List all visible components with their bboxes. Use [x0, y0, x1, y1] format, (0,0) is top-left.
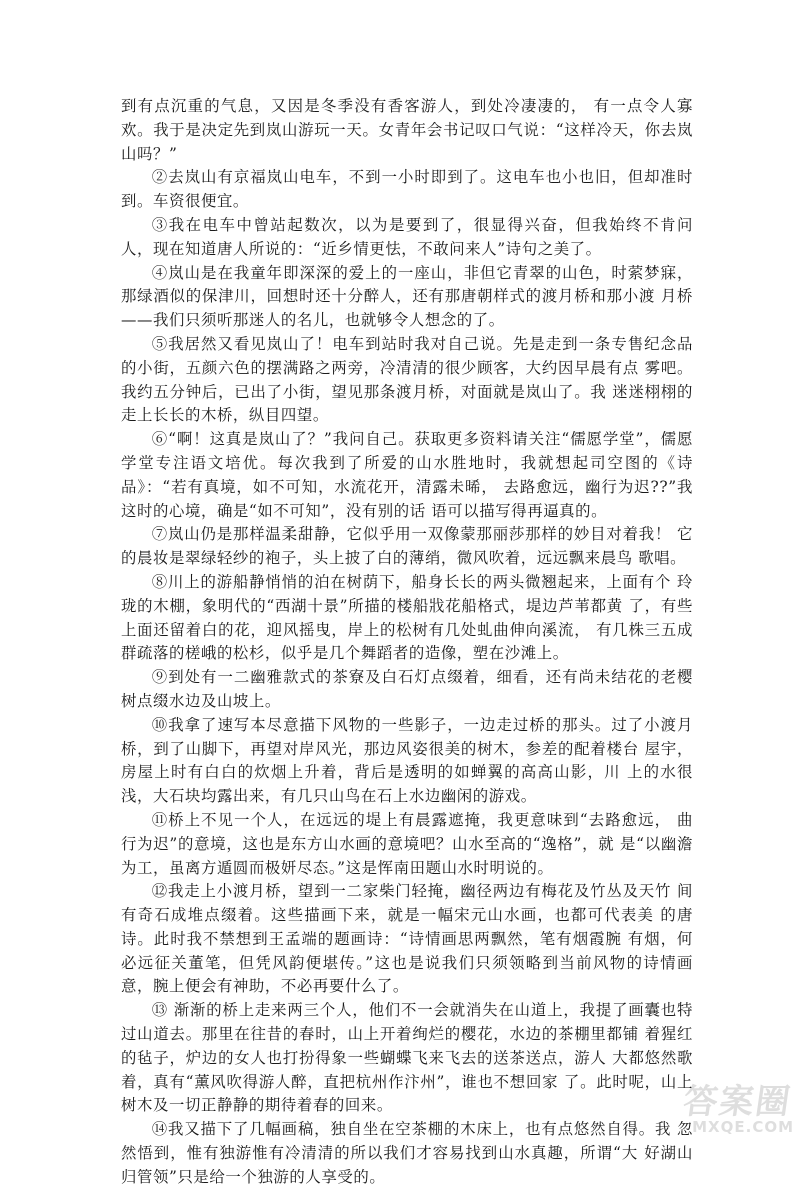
- paragraph-5: ⑤我居然又看见岚山了！电车到站时我对自己说。先是走到一条专售纪念品的小街，五颜六色的摆满路之两旁，冷清清的很少顾客，大约因早晨有点 雾吧。我约五分钟后，已出了小街，望见那条渡月桥，对面就是岚山了。我 迷迷栩栩的走上长长的木桥，纵目四望。: [121, 334, 693, 425]
- paragraph-12: ⑫我走上小渡月桥，望到一二家柴门轻掩，幽径两边有梅花及竹丛及天竹 间有奇石成堆点缀着。这些描画下来，就是一幅宋元山水画，也都可代表美 的唐诗。此时我不禁想到王孟端的题画诗：“诗情画思两飘然，笔有烟霞腕 有烟，何必远征关董笔，但凭风韵便堪传。”这也是说我们只须领略到当前风物的诗情画意，腕上便会有神助，不必再要什么了。: [121, 882, 693, 996]
- paragraph-9: ⑨到处有一二幽雅款式的茶寮及白石灯点缀着，细看，还有尚未结花的老樱树点缀水边及山坡上。: [121, 668, 693, 710]
- paragraph-1: 到有点沉重的气息，又因是冬季没有香客游人，到处冷凄凄的， 有一点令人寡欢。我于是决定先到岚山游玩一天。女青年会书记叹口气说：“这样冷天，你去岚山吗？”: [121, 97, 693, 163]
- article-body: [121, 95, 693, 1190]
- paragraph-14: ⑭我又描下了几幅画稿，独自坐在空茶棚的木床上，也有点悠然自得。我 忽然悟到，惟有独游惟有冷清清的所以我们才容易找到山水真趣，所谓“大 好湖山归管领”只是给一个独游的人享受的。: [121, 1120, 693, 1186]
- paragraph-7: ⑦岚山仍是那样温柔甜静，它似乎用一双像蒙那丽莎那样的妙目对着我！ 它的晨妆是翠绿轻纱的袍子，头上披了白的薄绡，微风吹着，远远飘来晨鸟 歌唱。: [121, 525, 693, 568]
- paragraph-13: ⑬ 渐渐的桥上走来两三个人，他们不一会就消失在山道上，我提了画囊也特过山道去。那里在往昔的春时，山上开着绚烂的樱花，水边的茶棚里都铺 着猩红的毡子，炉边的女人也打扮得象一些蝴蝶飞来飞去的送茶送点，游人 大都悠然歌着，真有“薰风吹得游人醉，直把杭州作汴州”，谁也不想回家 了。此时呢，山上树木及一切正静静的期待着春的回来。: [121, 1001, 693, 1115]
- watermark-url: MXQE.COM: [692, 1118, 794, 1136]
- paragraph-6: ⑥“啊！这真是岚山了？”我问自己。获取更多资料请关注“儒愿学堂”，儒愿学堂专注语文培优。每次我到了所爱的山水胜地时，我就想起司空图的《诗品》：“若有真境，如不可知，水流花开，清露未晞， 去路愈远，幽行为迟??”我这时的心境，确是“如不可知”，没有别的话 语可以描写得再逼真的。: [121, 430, 693, 520]
- watermark-logo: 答案圈: [680, 1082, 795, 1122]
- paragraph-11: ⑪桥上不见一个人，在远远的堤上有晨露遮掩，我更意味到“去路愈远， 曲行为迟”的意境，这也是东方山水画的意境吧？山水至高的“逸格”，就 是“以幽澹为工，虽离方遁圆而极妍尽态。”这是恽南田题山水时明说的。: [121, 810, 693, 877]
- paragraph-2: ②去岚山有京福岚山电车，不到一小时即到了。这电车也小也旧，但却准时到。车资很便宜。: [121, 168, 693, 211]
- paragraph-4: ④岚山是在我童年即深深的爱上的一座山，非但它青翠的山色，时萦梦寐，那绿酒似的保津川，回想时还十分醉人，还有那唐朝样式的渡月桥和那小渡 月桥——我们只须听那迷人的名儿，也就够令人想念的了。: [121, 263, 693, 330]
- paragraph-10: ⑩我拿了速写本尽意描下风物的一些影子，一边走过桥的那头。过了小渡月桥，到了山脚下，再望对岸风光，那边风姿很美的树木，参差的配着楼台 屋宇，房屋上时有白白的炊烟上升着，背后是透明的如蝉翼的高高山影，川 上的水很浅，大石块均露出来，有几只山鸟在石上水边幽闲的游戏。: [121, 715, 693, 806]
- paragraph-8: ⑧川上的游船静悄悄的泊在树荫下，船身长长的两头微翘起来，上面有个 玲珑的木棚，象明代的“西湖十景”所描的楼船戕花船格式，堤边芦苇都黄 了，有些上面还留着白的花，迎风摇曳，岸上的松树有几处虬曲伸向溪流， 有几株三五成群疏落的槎峨的松杉，似乎是几个舞蹈者的造像，塑在沙滩上。: [121, 572, 693, 663]
- paragraph-3: ③我在电车中曾站起数次，以为是要到了，很显得兴奋，但我始终不肯问 人，现在知道唐人所说的：“近乡情更怯，不敢问来人”诗句之美了。: [121, 215, 693, 258]
